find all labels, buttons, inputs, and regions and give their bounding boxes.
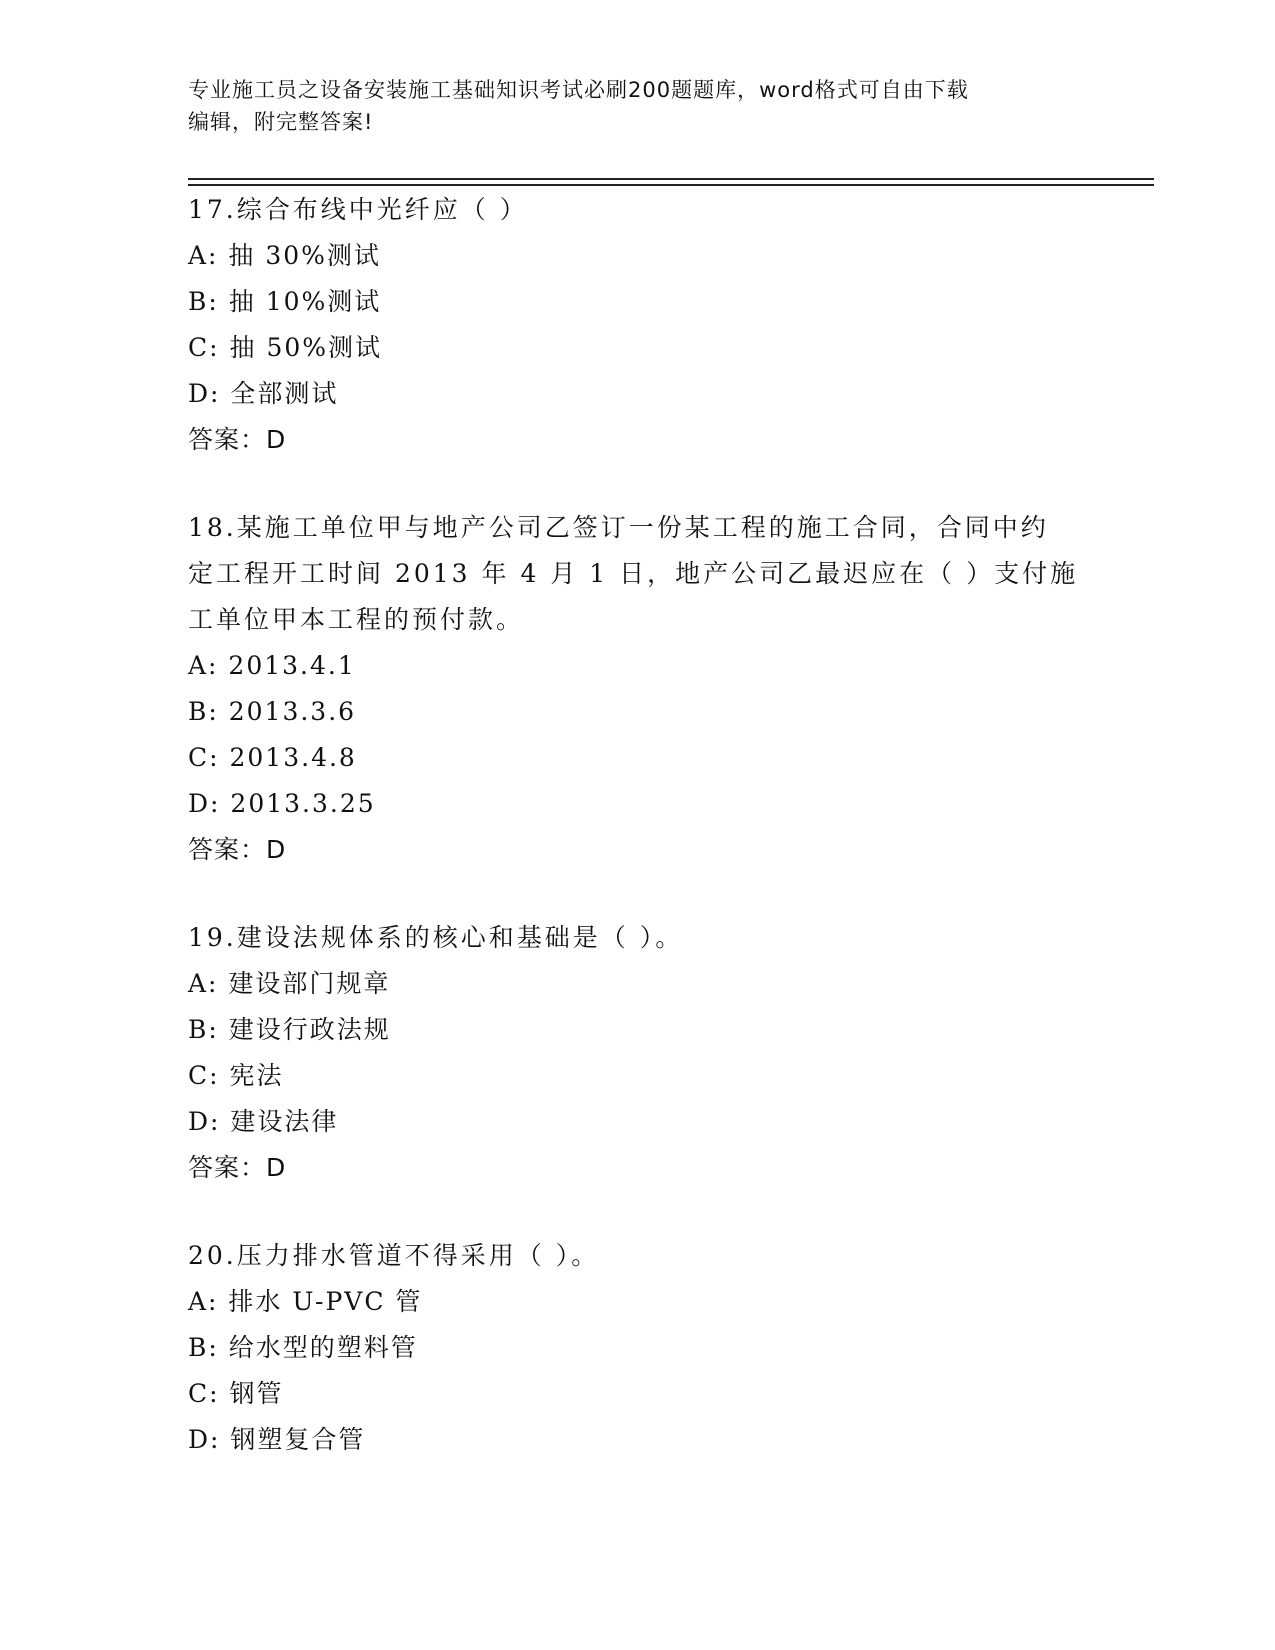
- option-a: A: 抽 30%测试: [188, 241, 381, 270]
- header-title-line-1: 专业施工员之设备安装施工基础知识考试必刷200题题库，word格式可自由下载: [188, 78, 969, 102]
- header-divider-top: [188, 178, 1154, 180]
- question-stem: 19.建设法规体系的核心和基础是（ ）。: [188, 923, 684, 952]
- question-17: [188, 187, 1088, 463]
- question-spacer: [188, 873, 1088, 915]
- question-stem-line-1: 18.某施工单位甲与地产公司乙签订一份某工程的施工合同，合同中约: [188, 513, 1049, 542]
- option-d: D: 钢塑复合管: [188, 1425, 366, 1454]
- question-list: [188, 187, 1088, 1463]
- question-stem-line-3: 工单位甲本工程的预付款。: [188, 605, 525, 634]
- option-b: B: 给水型的塑料管: [188, 1333, 418, 1362]
- option-c: C: 2013.4.8: [188, 743, 357, 772]
- document-header: [188, 74, 1088, 138]
- option-a: A: 2013.4.1: [188, 651, 356, 680]
- question-18: [188, 505, 1088, 873]
- option-b: B: 抽 10%测试: [188, 287, 382, 316]
- header-title-line-2: 编辑，附完整答案!: [188, 110, 374, 134]
- question-stem: 17.综合布线中光纤应（ ）: [188, 195, 528, 224]
- question-20: [188, 1233, 1088, 1463]
- question-stem-line-2: 定工程开工时间 2013 年 4 月 1 日，地产公司乙最迟应在（ ）支付施: [188, 559, 1079, 588]
- question-spacer: [188, 463, 1088, 505]
- option-a: A: 排水 U-PVC 管: [188, 1287, 423, 1316]
- answer-label: 答案：D: [188, 1153, 287, 1182]
- answer-label: 答案：D: [188, 425, 287, 454]
- option-b: B: 建设行政法规: [188, 1015, 391, 1044]
- question-spacer: [188, 1191, 1088, 1233]
- question-stem: 20.压力排水管道不得采用（ ）。: [188, 1241, 600, 1270]
- option-c: C: 钢管: [188, 1379, 284, 1408]
- option-d: D: 建设法律: [188, 1107, 339, 1136]
- answer-label: 答案：D: [188, 835, 287, 864]
- option-b: B: 2013.3.6: [188, 697, 357, 726]
- option-d: D: 2013.3.25: [188, 789, 376, 818]
- option-c: C: 抽 50%测试: [188, 333, 383, 362]
- header-divider-bottom: [188, 184, 1154, 186]
- option-d: D: 全部测试: [188, 379, 339, 408]
- option-c: C: 宪法: [188, 1061, 284, 1090]
- option-a: A: 建设部门规章: [188, 969, 391, 998]
- question-19: [188, 915, 1088, 1191]
